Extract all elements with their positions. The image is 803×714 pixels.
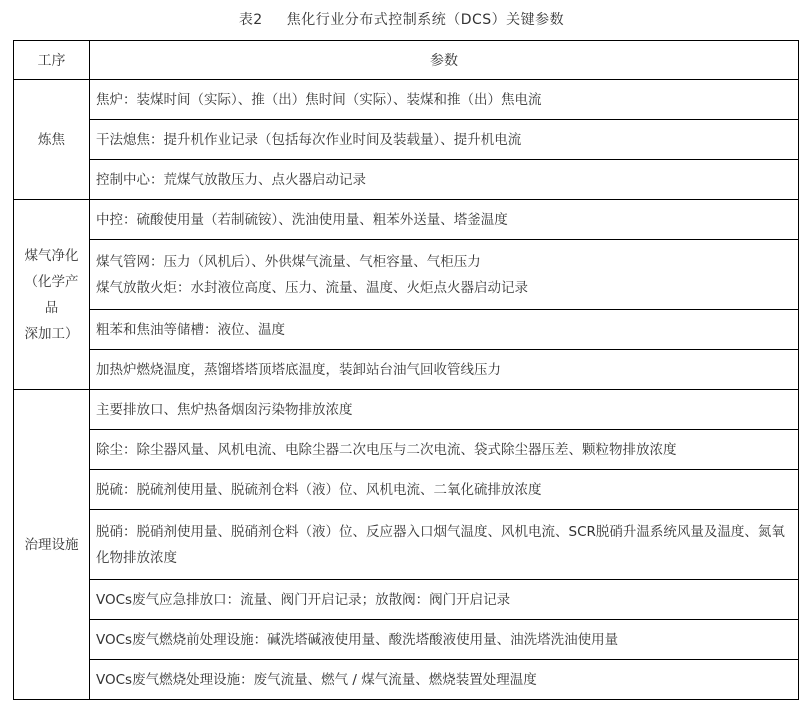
param-cell: 除尘：除尘器风量、风机电流、电除尘器二次电压与二次电流、袋式除尘器压差、颗粒物排放浓度 bbox=[90, 430, 799, 470]
param-cell: 脱硝：脱硝剂使用量、脱硝剂仓料（液）位、反应器入口烟气温度、风机电流、SCR脱硝升温系统风量及温度、氮氧化物排放浓度 bbox=[90, 510, 799, 580]
process-line: （化学产 bbox=[24, 273, 79, 290]
table-row bbox=[14, 80, 799, 120]
table-row bbox=[14, 580, 799, 620]
table-row bbox=[14, 390, 799, 430]
table-row bbox=[14, 510, 799, 580]
process-line: 煤气净化 bbox=[24, 247, 79, 264]
param-cell: 干法熄焦：提升机作业记录（包括每次作业时间及装载量）、提升机电流 bbox=[90, 120, 799, 160]
header-process: 工序 bbox=[14, 41, 90, 80]
table-title-text: 焦化行业分布式控制系统（DCS）关键参数 bbox=[286, 12, 565, 28]
param-cell: 脱硫：脱硫剂使用量、脱硫剂仓料（液）位、风机电流、二氧化硫排放浓度 bbox=[90, 470, 799, 510]
param-cell: 粗苯和焦油等储槽：液位、温度 bbox=[90, 310, 799, 350]
param-line: 煤气管网：压力（风机后）、外供煤气流量、气柜容量、气柜压力 bbox=[96, 253, 481, 270]
param-cell: 控制中心：荒煤气放散压力、点火器启动记录 bbox=[90, 160, 799, 200]
table-row bbox=[14, 310, 799, 350]
table-row bbox=[14, 200, 799, 240]
process-treatment-facilities: 治理设施 bbox=[14, 390, 90, 700]
process-line: 品 bbox=[44, 299, 59, 316]
param-cell: VOCs废气应急排放口：流量、阀门开启记录；放散阀：阀门开启记录 bbox=[90, 580, 799, 620]
process-line: 深加工） bbox=[24, 325, 79, 342]
param-cell: 加热炉燃烧温度，蒸馏塔塔顶塔底温度，装卸站台油气回收管线压力 bbox=[90, 350, 799, 390]
param-cell: VOCs废气燃烧前处理设施：碱洗塔碱液使用量、酸洗塔酸液使用量、油洗塔洗油使用量 bbox=[90, 620, 799, 660]
table-row bbox=[14, 350, 799, 390]
param-cell bbox=[90, 240, 799, 310]
table-row bbox=[14, 430, 799, 470]
table-row bbox=[14, 240, 799, 310]
table-row bbox=[14, 160, 799, 200]
table-number: 表2 bbox=[238, 12, 263, 28]
table-row bbox=[14, 660, 799, 700]
table-row bbox=[14, 470, 799, 510]
dcs-parameters-table bbox=[13, 40, 799, 700]
header-row bbox=[14, 41, 799, 80]
param-cell: 主要排放口、焦炉热备烟囱污染物排放浓度 bbox=[90, 390, 799, 430]
param-cell: 中控：硫酸使用量（若制硫铵）、洗油使用量、粗苯外送量、塔釜温度 bbox=[90, 200, 799, 240]
table-title bbox=[0, 10, 803, 30]
process-coking: 炼焦 bbox=[14, 80, 90, 200]
param-cell: VOCs废气燃烧处理设施：废气流量、燃气 / 煤气流量、燃烧装置处理温度 bbox=[90, 660, 799, 700]
header-params: 参数 bbox=[90, 41, 799, 80]
table-row bbox=[14, 620, 799, 660]
table-row bbox=[14, 120, 799, 160]
param-line: 煤气放散火炬：水封液位高度、压力、流量、温度、火炬点火器启动记录 bbox=[96, 279, 528, 296]
process-gas-purification bbox=[14, 200, 90, 390]
param-cell: 焦炉：装煤时间（实际）、推（出）焦时间（实际）、装煤和推（出）焦电流 bbox=[90, 80, 799, 120]
